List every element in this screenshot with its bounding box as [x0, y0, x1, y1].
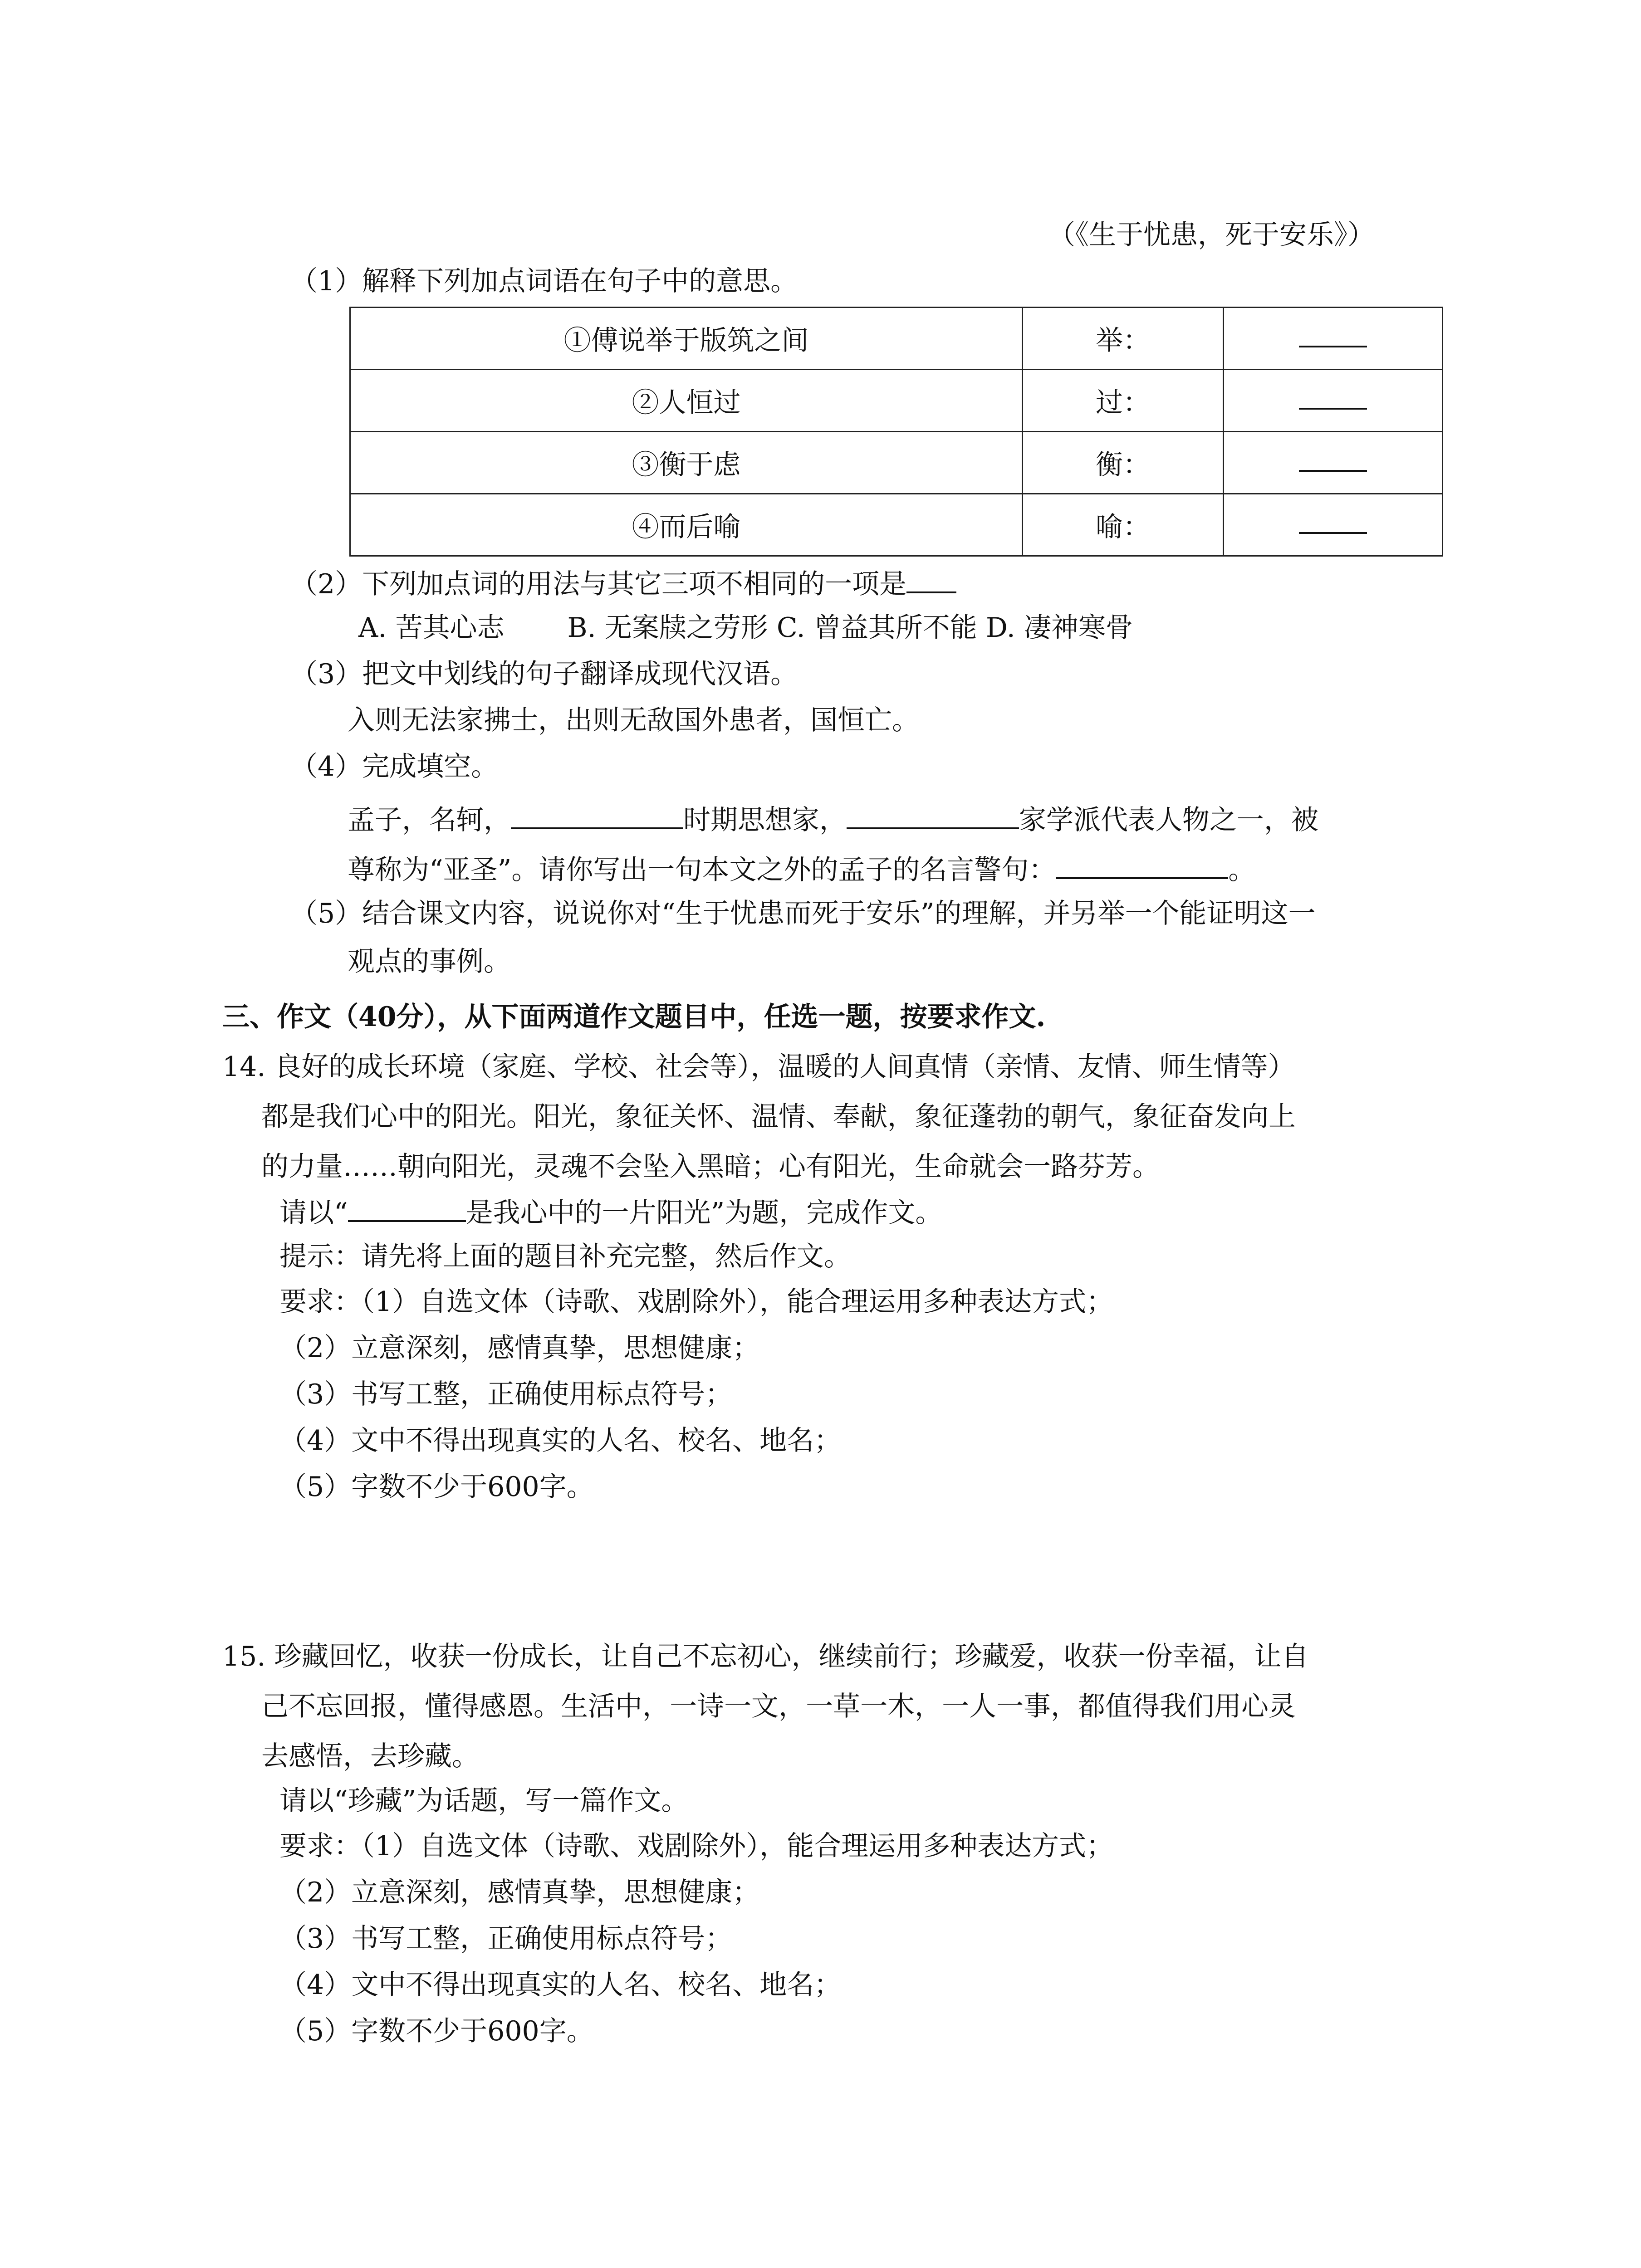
q5-line2: 观点的事例。: [348, 946, 511, 978]
q14-title-a: 请以“: [279, 1197, 348, 1229]
q15-line1: 15. 珍藏回忆，收获一份成长，让自己不忘初心，继续前行；珍藏爱，收获一份幸福，让自: [222, 1641, 1309, 1672]
answer-cell[interactable]: [1224, 432, 1443, 494]
q14-req4: （4）文中不得出现真实的人名、校名、地名；: [279, 1425, 842, 1457]
q15-line2: 己不忘回报，懂得感恩。生活中，一诗一文，一草一木，一人一事，都值得我们用心灵: [261, 1691, 1296, 1722]
table-row: [350, 494, 1443, 556]
q15-req1: 要求：（1）自选文体（诗歌、戏剧除外），能合理运用多种表达方式；: [279, 1830, 1114, 1862]
q4-prompt: （4）完成填空。: [290, 751, 499, 782]
q14-title-blank[interactable]: [348, 1197, 466, 1222]
q4-text-a: 孟子，名轲，: [348, 804, 511, 836]
answer-cell[interactable]: [1224, 370, 1443, 432]
table-row: [350, 432, 1443, 494]
word-cell: 举：: [1023, 308, 1224, 370]
answer-blank[interactable]: [1299, 390, 1367, 410]
q14-req5: （5）字数不少于600字。: [279, 1471, 594, 1503]
sentence-cell: ③衡于虑: [350, 432, 1023, 494]
word-cell: 衡：: [1023, 432, 1224, 494]
q15-topic: 请以“珍藏”为话题，写一篇作文。: [279, 1785, 689, 1817]
q15-req5: （5）字数不少于600字。: [279, 2015, 594, 2047]
answer-blank[interactable]: [1299, 514, 1367, 534]
q15-line3: 去感悟，去珍藏。: [261, 1740, 479, 1772]
q2-prompt-text: （2）下列加点词的用法与其它三项不相同的一项是: [290, 568, 907, 600]
sentence-cell: ②人恒过: [350, 370, 1023, 432]
q14-line1: 14. 良好的成长环境（家庭、学校、社会等），温暖的人间真情（亲情、友情、师生情等）: [222, 1051, 1295, 1083]
q14-line2: 都是我们心中的阳光。阳光，象征关怀、温情、奉献，象征蓬勃的朝气，象征奋发向上: [261, 1101, 1296, 1133]
sentence-cell: ①傅说举于版筑之间: [350, 308, 1023, 370]
q3-sentence: 入则无法家拂士，出则无敌国外患者，国恒亡。: [348, 704, 919, 736]
word-cell: 喻：: [1023, 494, 1224, 556]
q15-req3: （3）书写工整，正确使用标点符号；: [279, 1923, 733, 1955]
q4-blank-school[interactable]: [847, 804, 1019, 829]
answer-cell[interactable]: [1224, 308, 1443, 370]
answer-blank[interactable]: [1299, 327, 1367, 347]
q2-answer-blank[interactable]: [906, 568, 956, 593]
q4-text-e: 。: [1228, 854, 1256, 886]
q2-prompt: [290, 568, 956, 598]
q14-title-b: 是我心中的一片阳光”为题，完成作文。: [465, 1197, 943, 1229]
q4-text-d: 尊称为“亚圣”。请你写出一句本文之外的孟子的名言警句：: [348, 854, 1056, 886]
q3-prompt: （3）把文中划线的句子翻译成现代汉语。: [290, 658, 798, 690]
q14-req3: （3）书写工整，正确使用标点符号；: [279, 1378, 733, 1410]
q14-line3: 的力量……朝向阳光，灵魂不会坠入黑暗；心有阳光，生命就会一路芬芳。: [261, 1151, 1160, 1183]
answer-cell[interactable]: [1224, 494, 1443, 556]
q4-blank-period[interactable]: [511, 804, 683, 829]
q4-line1: [348, 804, 1318, 834]
table-row: [350, 308, 1443, 370]
q5-line1: （5）结合课文内容，说说你对“生于忧患而死于安乐”的理解，并另举一个能证明这一: [290, 898, 1316, 929]
q2-options: A. 苦其心志 B. 无案牍之劳形 C. 曾益其所不能 D. 凄神寒骨: [358, 612, 1133, 644]
table-row: [350, 370, 1443, 432]
q14-req1: 要求：（1）自选文体（诗歌、戏剧除外），能合理运用多种表达方式；: [279, 1286, 1114, 1318]
source-citation: （《生于忧患，死于安乐》）: [1048, 219, 1375, 251]
q4-line2: [348, 854, 1255, 884]
q15-req2: （2）立意深刻，感情真挚，思想健康；: [279, 1877, 760, 1908]
q15-req4: （4）文中不得出现真实的人名、校名、地名；: [279, 1969, 842, 2001]
vocabulary-table: [349, 307, 1443, 557]
q4-blank-quote[interactable]: [1056, 854, 1228, 879]
sentence-cell: ④而后喻: [350, 494, 1023, 556]
answer-blank[interactable]: [1299, 452, 1367, 472]
q14-hint: 提示：请先将上面的题目补充完整，然后作文。: [279, 1241, 851, 1272]
q4-text-b: 时期思想家，: [683, 804, 847, 836]
q14-req2: （2）立意深刻，感情真挚，思想健康；: [279, 1332, 760, 1364]
q1-prompt: （1）解释下列加点词语在句子中的意思。: [290, 265, 798, 297]
q4-text-c: 家学派代表人物之一，被: [1019, 804, 1318, 836]
q14-title-line: [279, 1197, 942, 1227]
section3-heading: 三、作文（40分），从下面两道作文题目中，任选一题，按要求作文.: [222, 1001, 1046, 1033]
word-cell: 过：: [1023, 370, 1224, 432]
